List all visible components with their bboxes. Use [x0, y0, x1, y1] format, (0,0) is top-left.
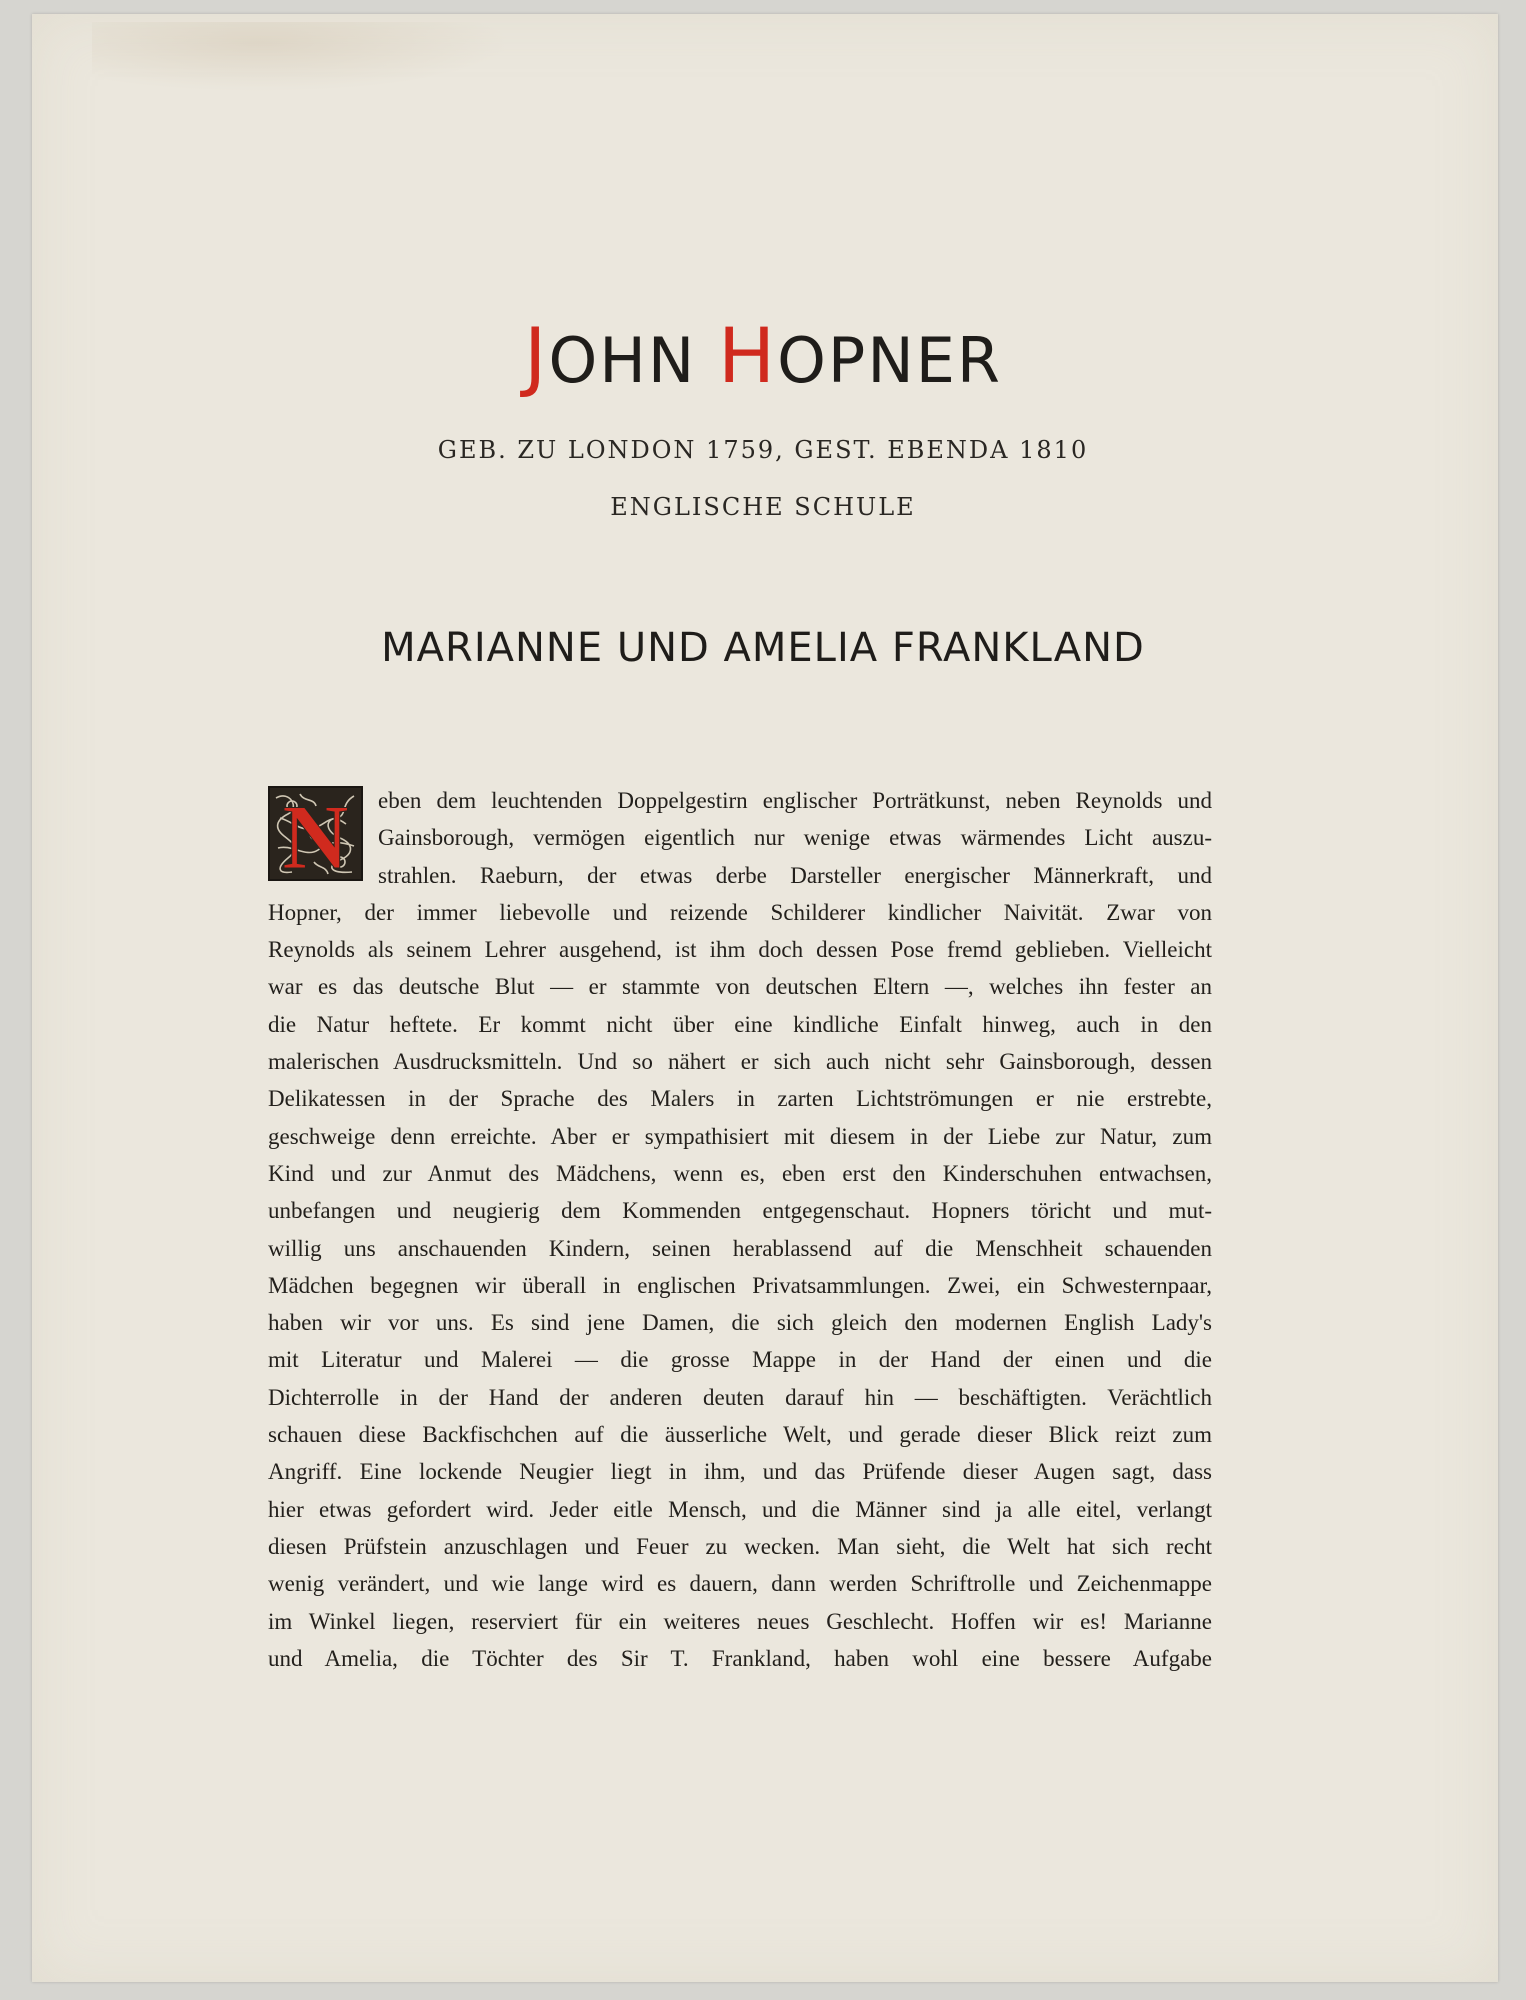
artist-school: ENGLISCHE SCHULE — [610, 493, 916, 521]
body-line: und Amelia, die Töchter des Sir T. Frankland, haben wohl eine bessere Aufgabe — [268, 1645, 1212, 1671]
body-line: geschweige denn erreichte. Aber er sympathisiert mit diesem in der Liebe zur Natur, zum — [268, 1123, 1212, 1149]
body-line: malerischen Ausdrucksmitteln. Und so nähert er sich auch nicht sehr Gainsborough, dessen — [268, 1049, 1212, 1075]
body-line: die Natur heftete. Er kommt nicht über eine kindliche Einfalt hinweg, auch in den — [268, 1011, 1212, 1037]
body-line: unbefangen und neugierig dem Kommenden entgegenschaut. Hopners töricht und mut- — [268, 1198, 1212, 1224]
body-line: Kind und zur Anmut des Mädchens, wenn es, eben erst den Kinderschuhen entwachsen, — [268, 1160, 1212, 1186]
body-line: schauen diese Backfischchen auf die äusserliche Welt, und gerade dieser Blick reizt zum — [268, 1422, 1212, 1448]
body-line: diesen Prüfstein anzuschlagen und Feuer zu wecken. Man sieht, die Welt hat sich recht — [268, 1533, 1212, 1559]
body-line: willig uns anschauenden Kindern, seinen herablassend auf die Menschheit schauenden — [268, 1235, 1212, 1261]
title-part-hopner: OPNER — [777, 324, 1002, 397]
body-line: Angriff. Eine lockende Neugier liegt in ihm, und das Prüfende dieser Augen sagt, dass — [268, 1459, 1212, 1485]
body-line: Delikatessen in der Sprache des Malers in zarten Lichtströmungen er nie erstrebte, — [268, 1086, 1212, 1112]
body-line: Gainsborough, vermögen eigentlich nur wenige etwas wärmendes Licht auszu- — [378, 825, 1212, 851]
body-text — [268, 782, 1212, 1677]
title-initial-h: H — [717, 311, 778, 400]
body-line: wenig verändert, und wie lange wird es dauern, dann werden Schriftrolle und Zeichenmappe — [268, 1571, 1212, 1597]
body-line: Dichterrolle in der Hand der anderen deuten darauf hin — beschäftigten. Verächtlich — [268, 1384, 1212, 1410]
dropcap-letter: N — [282, 788, 349, 879]
body-line: war es das deutsche Blut — er stammte von deutschen Eltern —, welches ihn fester an — [268, 974, 1212, 1000]
body-line: Mädchen begegnen wir überall in englischen Privatsammlungen. Zwei, ein Schwesternpaar, — [268, 1272, 1212, 1298]
body-line: hier etwas gefordert wird. Jeder eitle Mensch, und die Männer sind ja alle eitel, verlangt — [268, 1496, 1212, 1522]
artist-dates: GEB. ZU LONDON 1759, GEST. EBENDA 1810 — [437, 436, 1089, 464]
title-initial-j: J — [524, 311, 549, 400]
body-line: mit Literatur und Malerei — die grosse Mappe in der Hand der einen und die — [268, 1347, 1212, 1373]
body-line: Reynolds als seinem Lehrer ausgehend, ist ihm doch dessen Pose fremd geblieben. Vielleicht — [268, 937, 1212, 963]
body-line: haben wir vor uns. Es sind jene Damen, die sich gleich den modernen English Lady's — [268, 1310, 1212, 1336]
body-line: Hopner, der immer liebevolle und reizende Schilderer kindlicher Naivität. Zwar von — [268, 899, 1212, 925]
page-title — [0, 311, 1526, 400]
title-part-john: OHN — [548, 324, 718, 397]
body-line: im Winkel liegen, reserviert für ein weiteres neues Geschlecht. Hoffen wir es! Marianne — [268, 1608, 1212, 1634]
body-line: strahlen. Raeburn, der etwas derbe Darsteller energischer Männerkraft, und — [378, 862, 1212, 888]
work-title: MARIANNE UND AMELIA FRANKLAND — [381, 625, 1145, 671]
body-line: eben dem leuchtenden Doppelgestirn englischer Porträtkunst, neben Reynolds und — [378, 788, 1212, 813]
